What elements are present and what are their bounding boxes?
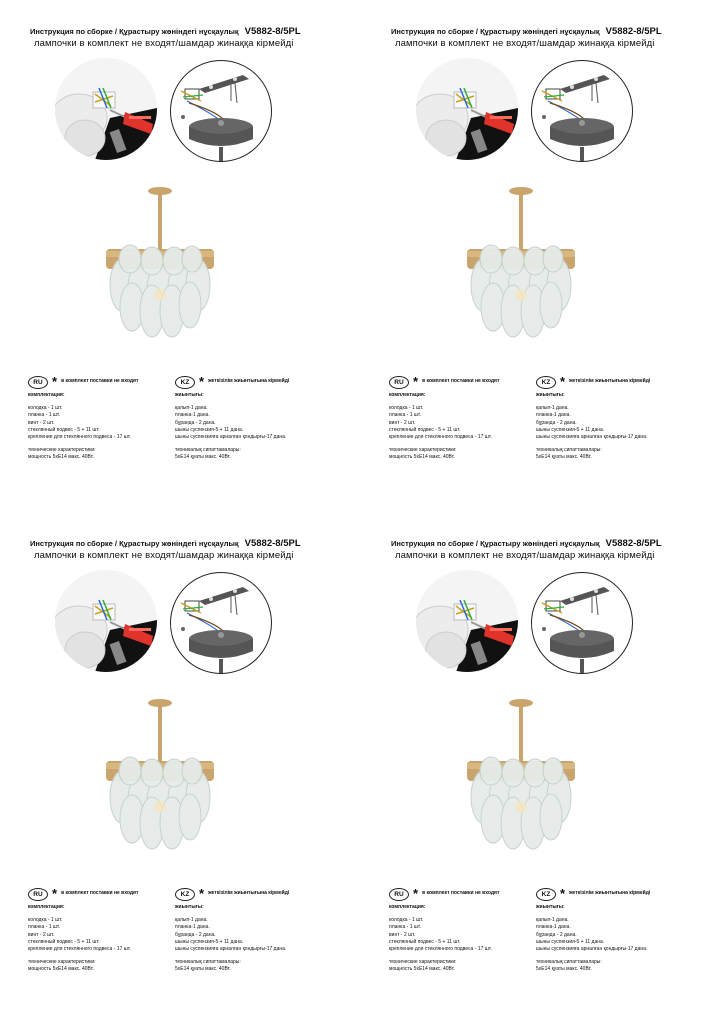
kit-heading: жиынтығы: bbox=[175, 904, 204, 910]
kit-item: планка-1 дана. bbox=[536, 412, 571, 419]
kit-item: крепление для стеклянного подвеса - 17 шт. bbox=[28, 946, 131, 953]
kit-item: планка - 1 шт. bbox=[28, 924, 60, 931]
ru-specs bbox=[389, 375, 499, 462]
not-included-note: в комплект поставки не входят bbox=[422, 378, 500, 385]
kit-item: шыны суспензияға арналған қондырғы-17 дана. bbox=[175, 946, 287, 953]
kit-item: бұранда - 2 дана. bbox=[536, 931, 577, 938]
star-icon: * bbox=[560, 886, 566, 901]
tech-heading: технические характеристики: bbox=[389, 959, 457, 966]
wiring-diagram bbox=[531, 60, 633, 162]
screwdriver-photo bbox=[55, 570, 157, 672]
screwdriver-photo bbox=[55, 58, 157, 160]
star-icon: * bbox=[413, 374, 419, 389]
wiring-diagram bbox=[170, 572, 272, 674]
kit-item: крепление для стеклянного подвеса - 17 шт. bbox=[28, 434, 131, 441]
bulbs-not-included-note: лампочки в комплект не входят/шамдар жинаққа кірмейді bbox=[34, 38, 294, 49]
bulbs-not-included-note: лампочки в комплект не входят/шамдар жинаққа кірмейді bbox=[395, 38, 655, 49]
kit-item: стеклянный подвес - 5 + 11 шт. bbox=[389, 938, 461, 945]
kit-item: планка - 1 шт. bbox=[389, 924, 421, 931]
tech-heading: техникалық сипаттамалары: bbox=[175, 959, 241, 966]
kit-item: шыны суспензияға арналған қондырғы-17 дана. bbox=[536, 434, 648, 441]
bulbs-not-included-note: лампочки в комплект не входят/шамдар жинаққа кірмейді bbox=[395, 550, 655, 561]
not-included-note: в комплект поставки не входят bbox=[422, 890, 500, 897]
kit-item: шыны суспензия-5 + 11 дана. bbox=[536, 938, 605, 945]
tech-heading: технические характеристики: bbox=[389, 447, 457, 454]
not-included-note: жеткізілім жиынтығына кірмейді bbox=[569, 890, 651, 897]
kit-item: колодка - 1 шт. bbox=[28, 917, 63, 924]
star-icon: * bbox=[52, 886, 58, 901]
kit-item: стеклянный подвес - 5 + 11 шт. bbox=[389, 426, 461, 433]
kit-heading: жиынтығы: bbox=[536, 904, 565, 910]
chandelier-image bbox=[100, 185, 220, 345]
not-included-note: в комплект поставки не входят bbox=[61, 378, 139, 385]
model-number: V5882-8/5PL bbox=[605, 26, 662, 37]
kit-item: крепление для стеклянного подвеса - 17 шт. bbox=[389, 946, 492, 953]
tech-value: мощность 5xE14 макс. 40Вт. bbox=[28, 966, 94, 973]
kit-item: шыны суспензияға арналған қондырғы-17 дана. bbox=[175, 434, 287, 441]
kz-specs bbox=[175, 887, 289, 974]
kit-item: планка - 1 шт. bbox=[28, 412, 60, 419]
tech-heading: техникалық сипаттамалары: bbox=[175, 447, 241, 454]
kit-item: шыны суспензия-5 + 11 дана. bbox=[175, 426, 244, 433]
sheet-title: Инструкция по сборке / Құрастыру жөніндегі нұсқаулық V5882-8/5PL bbox=[391, 538, 662, 549]
kz-badge: KZ bbox=[175, 888, 195, 901]
ru-badge: RU bbox=[28, 376, 48, 389]
ru-badge: RU bbox=[389, 888, 409, 901]
kit-item: крепление для стеклянного подвеса - 17 шт. bbox=[389, 434, 492, 441]
kit-heading: комплектация: bbox=[28, 904, 65, 910]
kit-item: шыны суспензия-5 + 11 дана. bbox=[536, 426, 605, 433]
kz-specs bbox=[536, 375, 650, 462]
star-icon: * bbox=[199, 374, 205, 389]
kz-specs bbox=[175, 375, 289, 462]
kz-badge: KZ bbox=[175, 376, 195, 389]
kit-item: қалып-1 дана. bbox=[536, 917, 569, 924]
kit-item: шыны суспензия-5 + 11 дана. bbox=[175, 938, 244, 945]
tech-value: мощность 5xE14 макс. 40Вт. bbox=[389, 966, 455, 973]
kz-badge: KZ bbox=[536, 888, 556, 901]
kit-item: колодка - 1 шт. bbox=[389, 917, 424, 924]
bulbs-not-included-note: лампочки в комплект не входят/шамдар жинаққа кірмейді bbox=[34, 550, 294, 561]
kit-heading: жиынтығы: bbox=[175, 392, 204, 398]
kit-item: стеклянный подвес - 5 + 11 шт. bbox=[28, 938, 100, 945]
not-included-note: в комплект поставки не входят bbox=[61, 890, 139, 897]
instruction-sheet bbox=[0, 0, 361, 512]
kit-item: стеклянный подвес - 5 + 11 шт. bbox=[28, 426, 100, 433]
star-icon: * bbox=[52, 374, 58, 389]
tech-value: 5xE14 қуаты макс. 40Вт. bbox=[175, 454, 231, 461]
ru-specs bbox=[28, 375, 138, 462]
tech-heading: техникалық сипаттамалары: bbox=[536, 447, 602, 454]
not-included-note: жеткізілім жиынтығына кірмейді bbox=[208, 378, 290, 385]
kit-heading: комплектация: bbox=[389, 392, 426, 398]
tech-value: 5xE14 қуаты макс. 40Вт. bbox=[536, 454, 592, 461]
instruction-sheet bbox=[361, 512, 722, 1024]
kit-item: қалып-1 дана. bbox=[175, 405, 208, 412]
kit-item: бұранда - 2 дана. bbox=[175, 931, 216, 938]
kit-item: планка-1 дана. bbox=[175, 924, 210, 931]
tech-value: 5xE14 қуаты макс. 40Вт. bbox=[536, 966, 592, 973]
chandelier-image bbox=[100, 697, 220, 857]
wiring-diagram bbox=[531, 572, 633, 674]
tech-heading: техникалық сипаттамалары: bbox=[536, 959, 602, 966]
screwdriver-photo bbox=[416, 570, 518, 672]
kit-item: винт - 2 шт. bbox=[28, 419, 55, 426]
tech-heading: технические характеристики: bbox=[28, 447, 96, 454]
not-included-note: жеткізілім жиынтығына кірмейді bbox=[569, 378, 651, 385]
instruction-sheet bbox=[0, 512, 361, 1024]
chandelier-image bbox=[461, 697, 581, 857]
model-number: V5882-8/5PL bbox=[244, 538, 301, 549]
tech-heading: технические характеристики: bbox=[28, 959, 96, 966]
kit-heading: жиынтығы: bbox=[536, 392, 565, 398]
ru-specs bbox=[389, 887, 499, 974]
kit-item: қалып-1 дана. bbox=[175, 917, 208, 924]
tech-value: мощность 5xE14 макс. 40Вт. bbox=[28, 454, 94, 461]
wiring-diagram bbox=[170, 60, 272, 162]
tech-value: 5xE14 қуаты макс. 40Вт. bbox=[175, 966, 231, 973]
ru-badge: RU bbox=[28, 888, 48, 901]
kit-item: бұранда - 2 дана. bbox=[536, 419, 577, 426]
kit-item: колодка - 1 шт. bbox=[389, 405, 424, 412]
kit-item: колодка - 1 шт. bbox=[28, 405, 63, 412]
model-number: V5882-8/5PL bbox=[605, 538, 662, 549]
kit-item: планка-1 дана. bbox=[536, 924, 571, 931]
kz-specs bbox=[536, 887, 650, 974]
ru-badge: RU bbox=[389, 376, 409, 389]
kz-badge: KZ bbox=[536, 376, 556, 389]
kit-item: винт - 2 шт. bbox=[389, 931, 416, 938]
star-icon: * bbox=[413, 886, 419, 901]
sheet-title: Инструкция по сборке / Құрастыру жөніндегі нұсқаулық V5882-8/5PL bbox=[391, 26, 662, 37]
star-icon: * bbox=[199, 886, 205, 901]
kit-item: қалып-1 дана. bbox=[536, 405, 569, 412]
not-included-note: жеткізілім жиынтығына кірмейді bbox=[208, 890, 290, 897]
star-icon: * bbox=[560, 374, 566, 389]
kit-heading: комплектация: bbox=[28, 392, 65, 398]
kit-heading: комплектация: bbox=[389, 904, 426, 910]
sheet-title: Инструкция по сборке / Құрастыру жөніндегі нұсқаулық V5882-8/5PL bbox=[30, 538, 301, 549]
sheet-title: Инструкция по сборке / Құрастыру жөніндегі нұсқаулық V5882-8/5PL bbox=[30, 26, 301, 37]
tech-value: мощность 5xE14 макс. 40Вт. bbox=[389, 454, 455, 461]
kit-item: шыны суспензияға арналған қондырғы-17 дана. bbox=[536, 946, 648, 953]
kit-item: планка-1 дана. bbox=[175, 412, 210, 419]
kit-item: винт - 2 шт. bbox=[389, 419, 416, 426]
instruction-sheet bbox=[361, 0, 722, 512]
kit-item: бұранда - 2 дана. bbox=[175, 419, 216, 426]
chandelier-image bbox=[461, 185, 581, 345]
kit-item: винт - 2 шт. bbox=[28, 931, 55, 938]
screwdriver-photo bbox=[416, 58, 518, 160]
ru-specs bbox=[28, 887, 138, 974]
model-number: V5882-8/5PL bbox=[244, 26, 301, 37]
kit-item: планка - 1 шт. bbox=[389, 412, 421, 419]
